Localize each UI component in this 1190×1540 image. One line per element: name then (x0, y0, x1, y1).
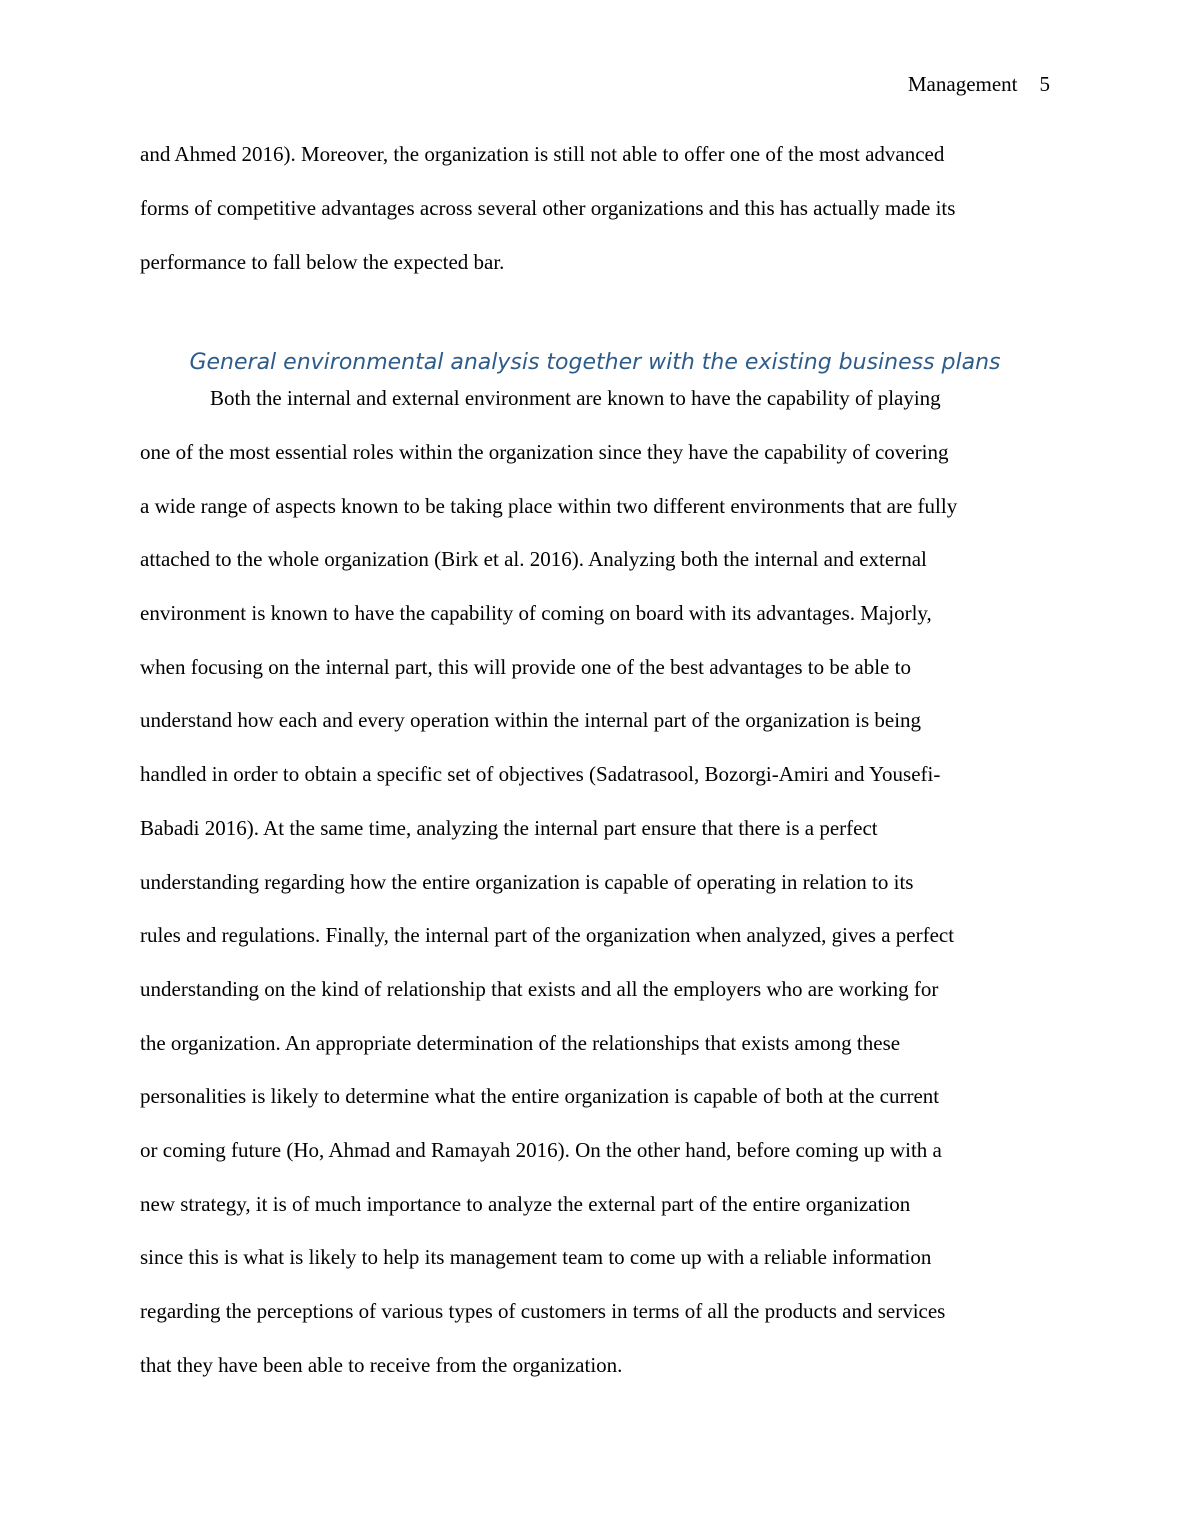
paragraph-line: the organization. An appropriate determination of the relationships that exists among these (140, 1031, 901, 1055)
paragraph-line: forms of competitive advantages across several other organizations and this has actually made its (140, 196, 956, 220)
paragraph-line: Babadi 2016). At the same time, analyzing the internal part ensure that there is a perfect (140, 816, 878, 840)
paragraph-line: since this is what is likely to help its management team to come up with a reliable information (140, 1245, 932, 1269)
paragraph-line: performance to fall below the expected bar. (140, 250, 505, 274)
paragraph-line: one of the most essential roles within the organization since they have the capability of covering (140, 440, 949, 464)
paragraph-line: when focusing on the internal part, this will provide one of the best advantages to be able to (140, 655, 911, 679)
paragraph-line: and Ahmed 2016). Moreover, the organization is still not able to offer one of the most advanced (140, 142, 945, 166)
paragraph-line: that they have been able to receive from the organization. (140, 1353, 623, 1377)
paragraph-line: handled in order to obtain a specific set of objectives (Sadatrasool, Bozorgi-Amiri and Yousefi- (140, 762, 941, 786)
paragraph-line: understanding regarding how the entire organization is capable of operating in relation to its (140, 870, 914, 894)
running-title: Management (907, 72, 1018, 96)
paragraph-line: Both the internal and external environment are known to have the capability of playing (210, 386, 941, 410)
paragraph-line: a wide range of aspects known to be taking place within two different environments that are fully (140, 494, 958, 518)
paragraph-line: new strategy, it is of much importance to analyze the external part of the entire organization (140, 1192, 911, 1216)
page-number: 5 (1039, 72, 1050, 96)
running-head (908, 70, 1050, 98)
paragraph-line: understanding on the kind of relationship that exists and all the employers who are working for (140, 977, 939, 1001)
paragraph-line: regarding the perceptions of various types of customers in terms of all the products and services (140, 1299, 946, 1323)
paragraph-line: rules and regulations. Finally, the internal part of the organization when analyzed, gives a perfect (140, 923, 955, 947)
section-heading: General environmental analysis together with the existing business plans (189, 350, 1001, 375)
paragraph-line: environment is known to have the capability of coming on board with its advantages. Majorly, (140, 601, 932, 625)
paragraph-line: understand how each and every operation within the internal part of the organization is being (140, 708, 922, 732)
paragraph-line: attached to the whole organization (Birk et al. 2016). Analyzing both the internal and external (140, 547, 927, 571)
paragraph-line: personalities is likely to determine what the entire organization is capable of both at the current (140, 1084, 940, 1108)
paragraph-line: or coming future (Ho, Ahmad and Ramayah 2016). On the other hand, before coming up with a (140, 1138, 942, 1162)
